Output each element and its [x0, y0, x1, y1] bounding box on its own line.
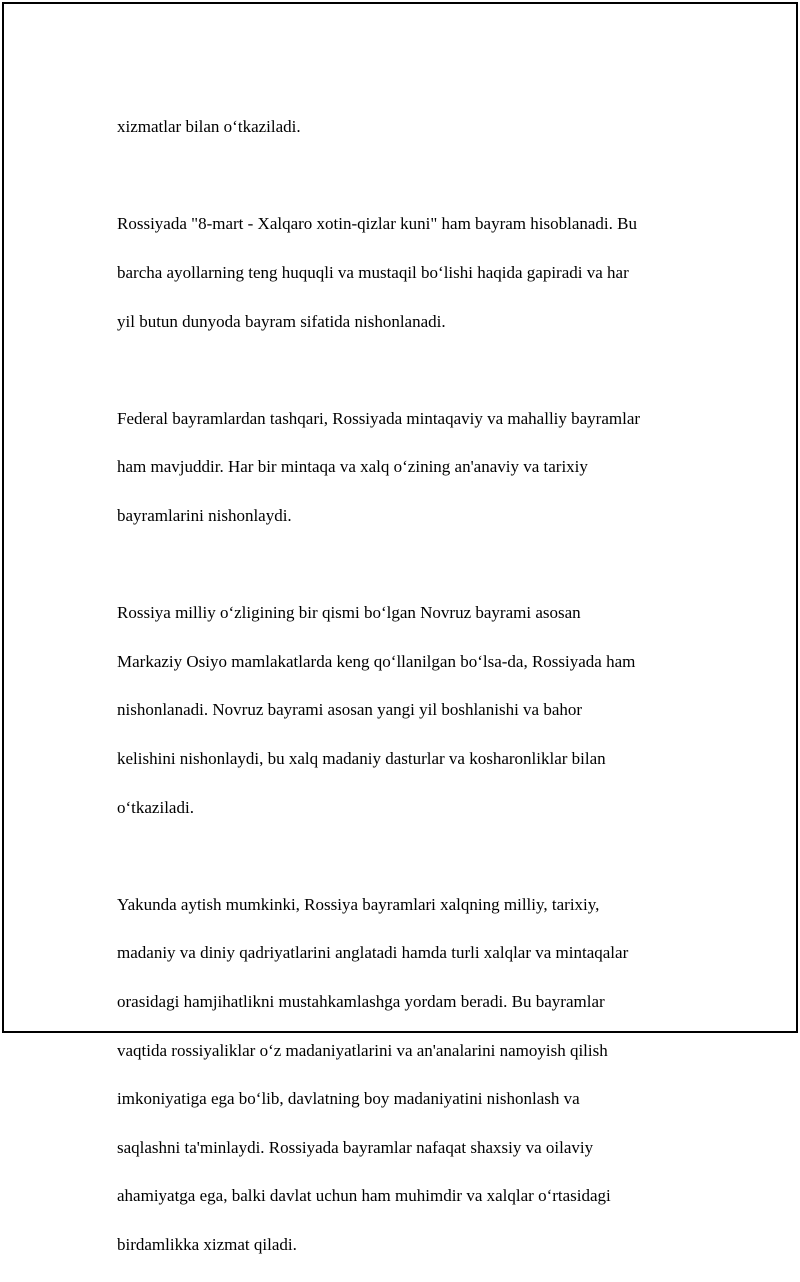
text-line: nishonlanadi. Novruz bayrami asosan yangi yil boshlanishi va bahor [117, 700, 583, 720]
text-line: Rossiyada "8-mart - Xalqaro xotin-qizlar kuni" ham bayram hisoblanadi. Bu [117, 214, 637, 234]
text-line: o‘tkaziladi. [117, 797, 194, 817]
text-line: birdamlikka xizmat qiladi. [117, 1234, 297, 1254]
document-body [117, 91, 697, 1282]
text-line: ham mavjuddir. Har bir mintaqa va xalq o‘zining an'anaviy va tarixiy [117, 457, 588, 477]
text-line: bayramlarini nishonlaydi. [117, 506, 292, 526]
text-line: orasidagi hamjihatlikni mustahkamlashga yordam beradi. Bu bayramlar [117, 991, 605, 1011]
text-line: Federal bayramlardan tashqari, Rossiyada mintaqaviy va mahalliy bayramlar [117, 408, 641, 428]
text-line: Yakunda aytish mumkinki, Rossiya bayramlari xalqning milliy, tarixiy, [117, 894, 600, 914]
text-line: Markaziy Osiyo mamlakatlarda keng qo‘llanilgan bo‘lsa-da, Rossiyada ham [117, 651, 636, 671]
paragraph-novruz [117, 577, 697, 844]
text-line: xizmatlar bilan o‘tkaziladi. [117, 117, 301, 137]
paragraph-conclusion [117, 869, 697, 1282]
paragraph-regional-holidays [117, 383, 697, 553]
text-line: imkoniyatiga ega bo‘lib, davlatning boy madaniyatini nishonlash va [117, 1089, 580, 1109]
text-line: barcha ayollarning teng huquqli va mustaqil bo‘lishi haqida gapiradi va har [117, 263, 629, 283]
text-line: ahamiyatga ega, balki davlat uchun ham muhimdir va xalqlar o‘rtasidagi [117, 1186, 611, 1206]
text-line: Rossiya milliy o‘zligining bir qismi bo‘lgan Novruz bayrami asosan [117, 603, 581, 623]
text-line: yil butun dunyoda bayram sifatida nishonlanadi. [117, 311, 446, 331]
text-line: kelishini nishonlaydi, bu xalq madaniy dasturlar va kosharonliklar bilan [117, 749, 606, 769]
paragraph-8-mart [117, 188, 697, 358]
paragraph-continuation [117, 91, 697, 164]
text-line: vaqtida rossiyaliklar o‘z madaniyatlarini va an'analarini namoyish qilish [117, 1040, 608, 1060]
text-line: madaniy va diniy qadriyatlarini anglatadi hamda turli xalqlar va mintaqalar [117, 943, 629, 963]
text-line: saqlashni ta'minlaydi. Rossiyada bayramlar nafaqat shaxsiy va oilaviy [117, 1137, 594, 1157]
